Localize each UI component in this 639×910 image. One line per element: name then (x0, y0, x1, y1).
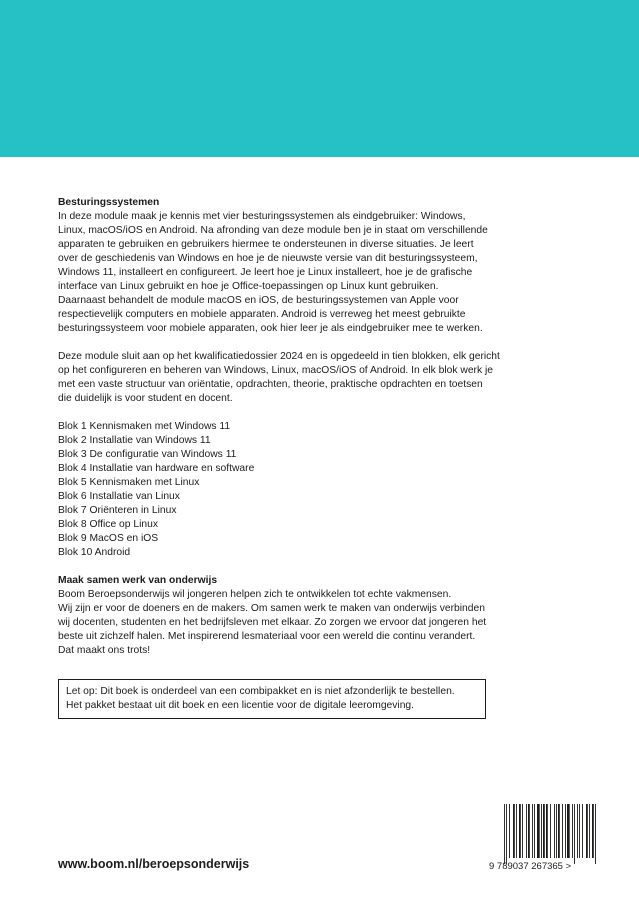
barcode-bar (558, 804, 560, 858)
text-line: In deze module maak je kennis met vier besturingssystemen als eindgebruiker: Windows, (58, 211, 466, 222)
list-item: Blok 7 Oriënteren in Linux (58, 505, 177, 516)
barcode-bar (550, 804, 551, 858)
barcode-bar (516, 804, 517, 858)
list-item: Blok 3 De configuratie van Windows 11 (58, 449, 237, 460)
barcode-bar (546, 804, 548, 858)
text-line: wij docenten, studenten en het bedrijfsleven met elkaar. Zo zorgen we ervoor dat jongeren het (58, 617, 487, 628)
text-line: die duidelijk is voor student en docent. (58, 393, 233, 404)
barcode-bar (532, 804, 533, 858)
list-item: Blok 4 Installatie van hardware en software (58, 463, 255, 474)
list-item: Blok 8 Office op Linux (58, 519, 158, 530)
text-line: over de geschiedenis van Windows en hoe je de nieuwste versie van dit besturingssysteem, (58, 253, 478, 264)
barcode-bar (528, 804, 530, 858)
list-item: Blok 10 Android (58, 547, 131, 558)
barcode-bar (556, 804, 557, 858)
barcode-bar (504, 804, 505, 864)
text-line: Dat maakt ons trots! (58, 645, 151, 656)
barcode-bar (582, 804, 583, 858)
text-line: Linux, macOS/iOS en Android. Na afronding van deze module ben je in staat om verschillende (58, 225, 488, 236)
text-line: Wij zijn er voor de doeners en de makers. Om samen werk te maken van onderwijs verbinden (58, 603, 485, 614)
barcode-bar (541, 804, 542, 858)
barcode-bar (522, 804, 523, 858)
barcode-bar (579, 804, 580, 858)
list-item: Blok 2 Installatie van Windows 11 (58, 435, 211, 446)
text-line: apparaten te gebruiken en gebruikers hiermee te ondersteunen in diverse situaties. Je leert (58, 239, 474, 250)
text-line: op het configureren en beheren van Windows, Linux, macOS/iOS of Android. In elk blok werk je (58, 365, 493, 376)
text-line: Boom Beroepsonderwijs wil jongeren helpen zich te ontwikkelen tot echte vakmensen. (58, 589, 452, 600)
text-line: besturingssysteem voor mobiele apparaten, ook hier leer je als eindgebruiker mee te werken. (58, 323, 483, 334)
barcode-bar (572, 804, 573, 858)
barcode-bar (595, 804, 596, 864)
barcode-bar (534, 804, 535, 858)
publisher-url: www.boom.nl/beroepsonderwijs (58, 857, 250, 871)
notice-line: Het pakket bestaat uit dit boek en een licentie voor de digitale leeromgeving. (66, 700, 415, 711)
block-list (58, 420, 508, 560)
intro-paragraph (58, 210, 508, 336)
text-line: Deze module sluit aan op het kwalificatiedossier 2024 en is opgedeeld in tien blokken, elk gericht (58, 351, 500, 362)
barcode-bar (506, 804, 507, 864)
notice-line: Let op: Dit boek is onderdeel van een combipakket en is niet afzonderlijk te bestellen. (66, 686, 455, 697)
list-item: Blok 1 Kennismaken met Windows 11 (58, 421, 231, 432)
barcode-bar (565, 804, 566, 858)
text-line: Windows 11, installeert en configureert. Je leert hoe je Linux installeert, hoe je de grafische (58, 267, 473, 278)
barcode-bar (537, 804, 540, 858)
list-item: Blok 9 MacOS en iOS (58, 533, 159, 544)
text-line: respectievelijk computers en mobiele apparaten. Android is verreweg het meest gebruikte (58, 309, 466, 320)
barcode-bar (592, 804, 594, 858)
isbn-number: 9 789037 267365 > (489, 861, 572, 872)
text-line: beste uit zichzelf halen. Met inspirerend lesmateriaal voor een wereld die continu verandert. (58, 631, 476, 642)
notice-box (58, 679, 486, 719)
barcode-bar (586, 804, 588, 858)
cover-color-banner (0, 0, 639, 157)
module-structure-paragraph (58, 350, 508, 406)
section-heading-samen-werk: Maak samen werk van onderwijs (58, 575, 218, 586)
barcode-bar (567, 804, 570, 858)
barcode-bar (562, 804, 563, 858)
section-heading-besturingssystemen: Besturingssystemen (58, 197, 160, 208)
barcode-bar (519, 804, 521, 858)
barcode-bar (577, 804, 578, 858)
barcode-bar (554, 804, 555, 858)
barcode-bars (504, 804, 600, 868)
barcode-bar (513, 804, 515, 858)
barcode (504, 804, 600, 868)
list-item: Blok 5 Kennismaken met Linux (58, 477, 200, 488)
publisher-paragraph (58, 588, 508, 658)
text-line: Daarnaast behandelt de module macOS en iOS, de besturingssystemen van Apple voor (58, 295, 459, 306)
barcode-bar (574, 804, 575, 864)
text-line: met een vaste structuur van oriëntatie, opdrachten, theorie, praktische opdrachten en toetsen (58, 379, 483, 390)
back-cover-text (58, 196, 508, 658)
text-line: interface van Linux gebruikt en hoe je Office-toepassingen op Linux kunt gebruiken. (58, 281, 439, 292)
barcode-bar (526, 804, 527, 858)
barcode-bar (589, 804, 590, 858)
list-item: Blok 6 Installatie van Linux (58, 491, 180, 502)
barcode-bar (543, 804, 545, 858)
barcode-bar (509, 804, 510, 858)
